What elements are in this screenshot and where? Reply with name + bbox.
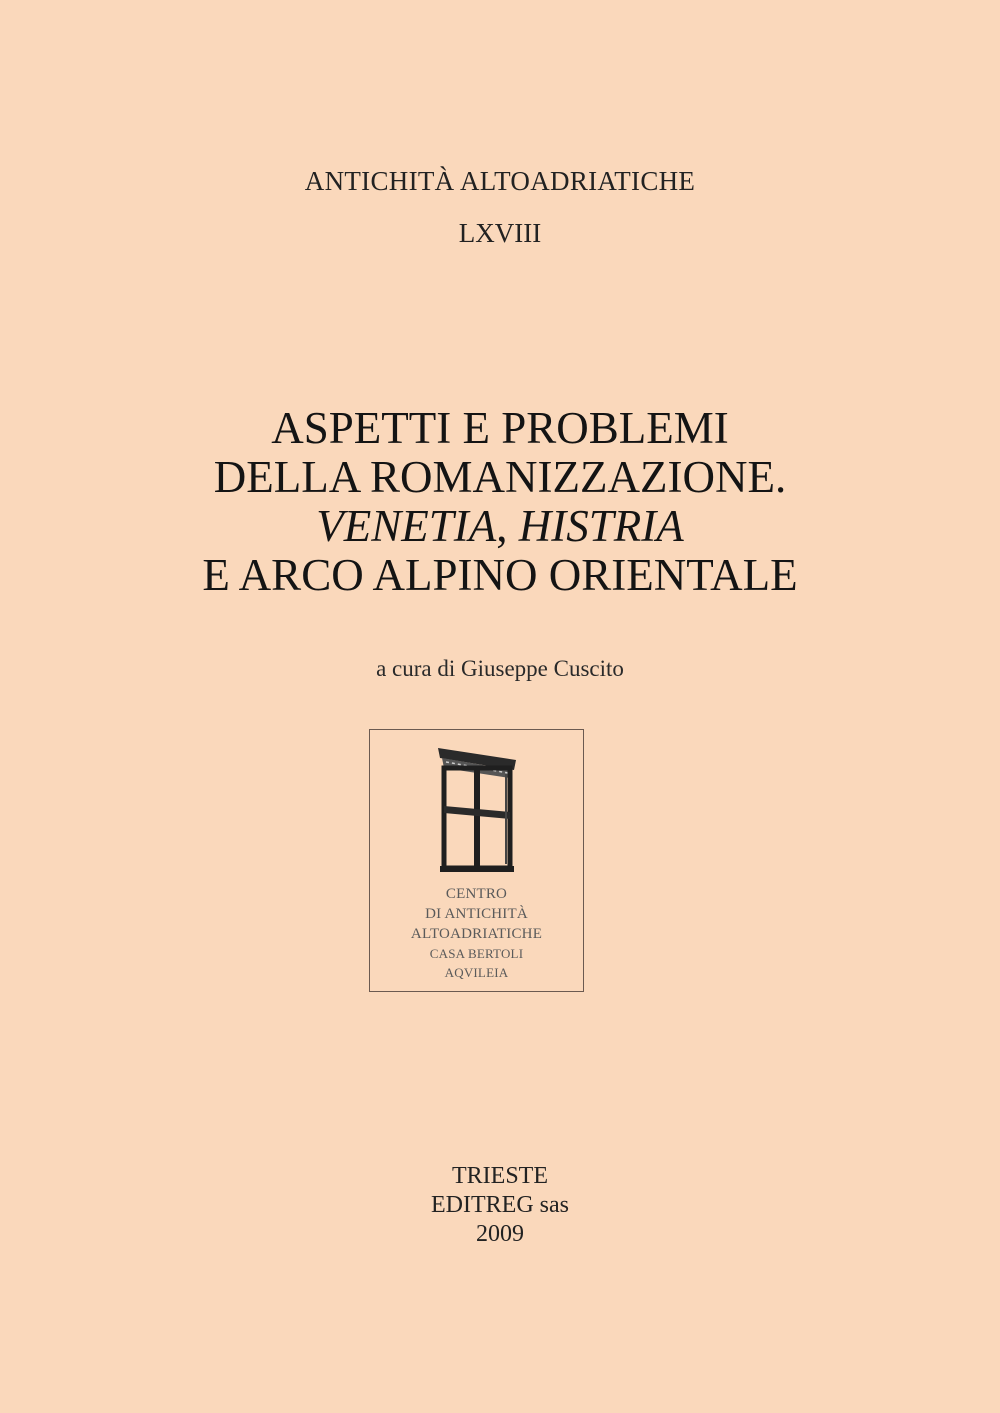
series-title: ANTICHITÀ ALTOADRIATICHE	[304, 166, 696, 196]
imprint	[0, 1162, 1000, 1249]
editor-credit: a cura di Giuseppe Cuscito	[376, 656, 624, 681]
imprint-city: TRIESTE	[452, 1163, 548, 1189]
title-line-4: E ARCO ALPINO ORIENTALE	[202, 550, 798, 600]
logo-line-5: AQVILEIA	[444, 965, 509, 980]
title-line-2: DELLA ROMANIZZAZIONE.	[213, 452, 787, 502]
book-title	[0, 404, 1000, 600]
title-histria: HISTRIA	[518, 501, 684, 551]
imprint-year: 2009	[476, 1221, 524, 1247]
logo-text	[370, 884, 583, 982]
title-line-1: ASPETTI E PROBLEMI	[271, 403, 729, 453]
publisher-logo	[369, 729, 584, 992]
window-icon	[436, 744, 520, 874]
title-line-3	[0, 502, 1000, 551]
title-separator: ,	[496, 501, 519, 551]
title-venetia: VENETIA	[316, 501, 497, 551]
logo-line-1: CENTRO	[445, 886, 508, 902]
series-volume-number: LXVIII	[458, 218, 542, 248]
logo-line-2: DI ANTICHITÀ	[425, 906, 528, 922]
logo-line-3: ALTOADRIATICHE	[410, 926, 543, 942]
imprint-publisher: EDITREG sas	[431, 1192, 569, 1218]
logo-line-4: CASA BERTOLI	[429, 946, 524, 961]
